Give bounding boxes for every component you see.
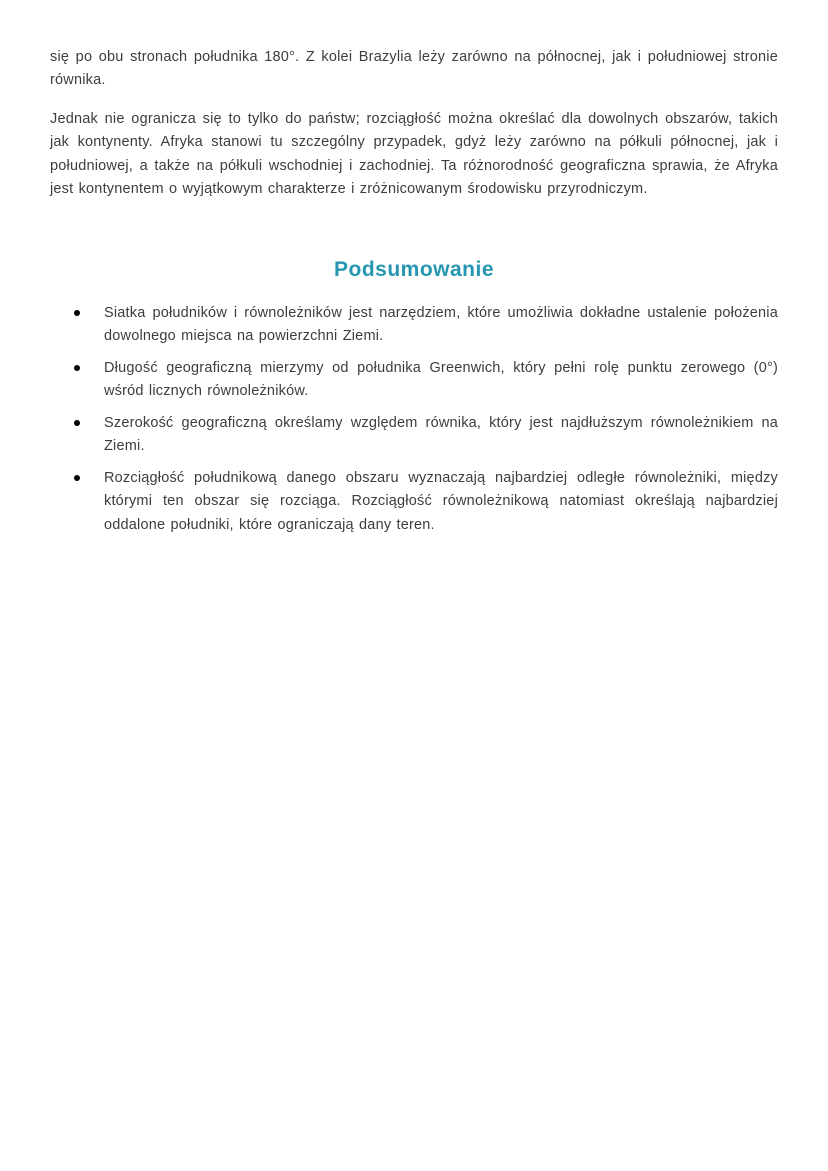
bullet-text: Rozciągłość południkową danego obszaru wyznaczają najbardziej odległe równoleżniki, między którymi ten obszar się rozciąga. Rozciągłość równoleżnikową natomiast określają najbardziej oddalone południki, które ograniczają dany teren. [104,469,778,533]
summary-bullet-list [50,302,778,537]
list-item [94,467,778,537]
summary-heading: Podsumowanie [333,257,495,281]
bullet-icon [74,310,80,316]
list-item [94,412,778,459]
bullet-text: Szerokość geograficzną określamy względem równika, który jest najdłuższym równoleżnikiem na Ziemi. [104,414,778,455]
bullet-icon [74,365,80,371]
list-item [94,302,778,349]
bullet-icon [74,420,80,426]
paragraph-continuation: się po obu stronach południka 180°. Z kolei Brazylia leży zarówno na północnej, jak i południowej stronie równika. [50,49,778,89]
bullet-text: Długość geograficzną mierzymy od południka Greenwich, który pełni rolę punktu zerowego (0°) wśród licznych równoleżników. [104,359,778,400]
bullet-text: Siatka południków i równoleżników jest narzędziem, które umożliwia dokładne ustalenie położenia dowolnego miejsca na powierzchni Ziemi. [104,304,778,345]
paragraph-africa: Jednak nie ogranicza się to tylko do państw; rozciągłość można określać dla dowolnych obszarów, takich jak kontynenty. Afryka stanowi tu szczególny przypadek, gdyż leży zarówno na półkuli północnej, jak i południowej, a także na półkuli wschodniej i zachodniej. Ta różnorodność geograficzna sprawia, że Afryka jest kontynentem o wyjątkowym charakterze i zróżnicowanym środowisku przyrodniczym. [50,110,778,198]
bullet-icon [74,475,80,481]
list-item [94,357,778,404]
